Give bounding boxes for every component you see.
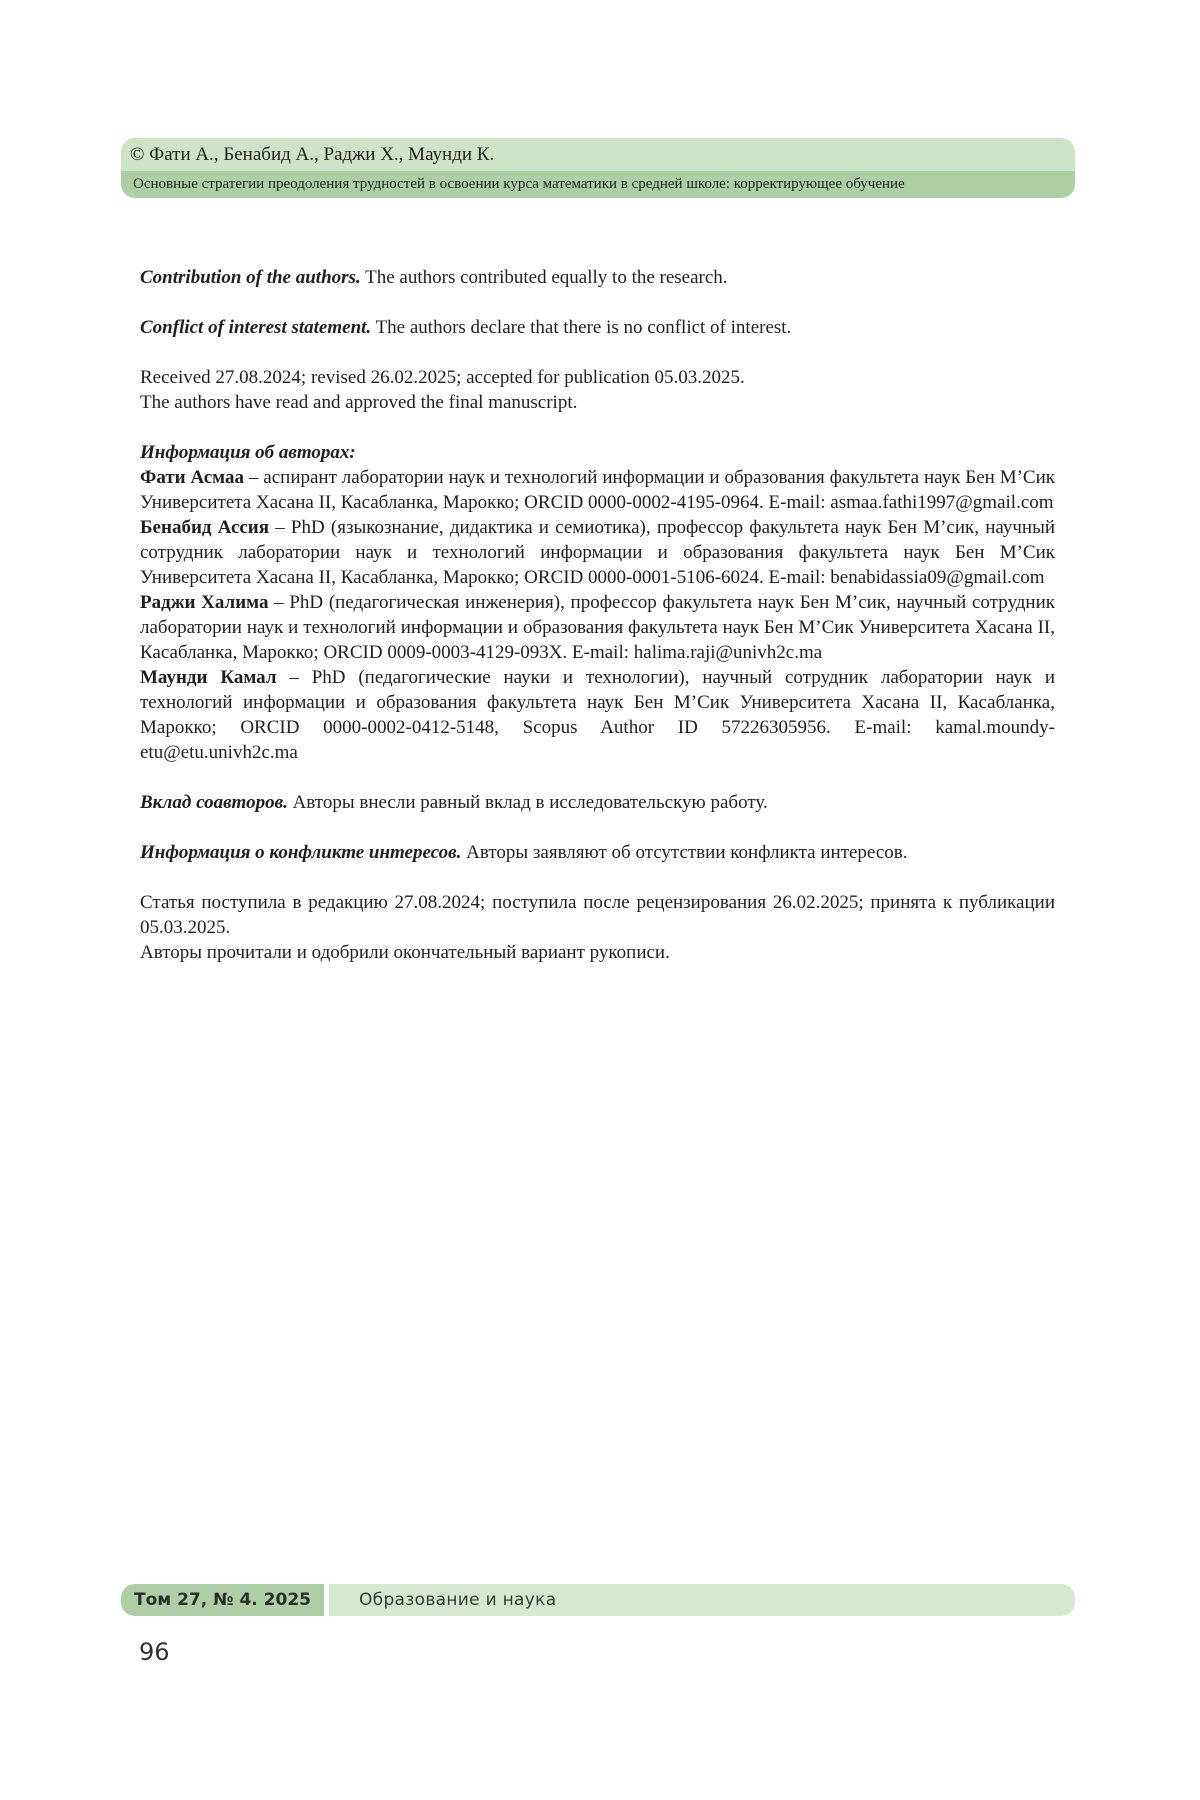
header-article-title: Основные стратегии преодоления трудностей в освоении курса математики в средней школе: корректирующее обучение bbox=[121, 171, 1075, 198]
contribution-statement-ru bbox=[140, 790, 1055, 815]
approval-note-ru: Авторы прочитали и одобрили окончательный вариант рукописи. bbox=[140, 942, 670, 963]
contribution-lead: Contribution of the authors. bbox=[140, 267, 361, 288]
volume-issue-label: Том 27, № 4. 2025 bbox=[121, 1584, 324, 1616]
authors-info-heading: Информация об авторах: bbox=[140, 442, 356, 463]
author-details: – PhD (педагогическая инженерия), профессор факультета наук Бен М’сик, научный сотрудник лаборатории наук и технологий информации и образования факультета наук Бен М’Сик Университета Хасана II, Касабланка, Марокко; ORCID 0009-0003-4129-093X. E-mail: halima.raji@univh2c.ma bbox=[140, 592, 1055, 663]
author-details: – аспирант лаборатории наук и технологий информации и образования факультета наук Бен М’Сик Университета Хасана II, Касабланка, Марокко; ORCID 0000-0002-4195-0964. E-mail: asmaa.fathi1997@gmail.com bbox=[140, 467, 1055, 513]
approval-note-en: The authors have read and approved the final manuscript. bbox=[140, 392, 578, 413]
author-entry bbox=[140, 590, 1055, 665]
footer-bar bbox=[121, 1584, 1075, 1616]
author-entry bbox=[140, 515, 1055, 590]
conflict-text-ru: Авторы заявляют об отсутствии конфликта интересов. bbox=[461, 842, 908, 863]
author-details: – PhD (педагогические науки и технологии), научный сотрудник лаборатории наук и технологий информации и образования факультета наук Бен М’Сик Университета Хасана II, Касабланка, Марокко; ORCID 0000-0002-0412-5148, Scopus Author ID 57226305956. E-mail: kamal.moundy-etu@etu.univh2c.ma bbox=[140, 667, 1055, 763]
header-authors: © Фати А., Бенабид А., Раджи Х., Маунди К. bbox=[121, 138, 1075, 171]
conflict-statement-ru bbox=[140, 840, 1055, 865]
contribution-statement bbox=[140, 265, 1055, 290]
author-entry bbox=[140, 465, 1055, 515]
contribution-text-ru: Авторы внесли равный вклад в исследовательскую работу. bbox=[287, 792, 768, 813]
conflict-statement bbox=[140, 315, 1055, 340]
author-details: – PhD (языкознание, дидактика и семиотика), профессор факультета наук Бен М’сик, научный сотрудник лаборатории наук и технологий информации и образования факультета наук Бен М’Сик Университета Хасана II, Касабланка, Марокко; ORCID 0000-0001-5106-6024. E-mail: benabidassia09@gmail.com bbox=[140, 517, 1056, 588]
article-backmatter bbox=[140, 265, 1055, 965]
author-name: Фати Асмаа bbox=[140, 467, 244, 488]
contribution-lead-ru: Вклад соавторов. bbox=[140, 792, 288, 813]
conflict-lead-ru: Информация о конфликте интересов. bbox=[140, 842, 462, 863]
author-name: Маунди Камал bbox=[140, 667, 277, 688]
author-name: Бенабид Ассия bbox=[140, 517, 270, 538]
contribution-text: The authors contributed equally to the research. bbox=[360, 267, 728, 288]
received-dates-ru: Статья поступила в редакцию 27.08.2024; поступила после рецензирования 26.02.2025; принята к публикации 05.03.2025. bbox=[140, 892, 1055, 938]
running-header bbox=[121, 138, 1075, 198]
page-number: 96 bbox=[139, 1638, 170, 1666]
conflict-text: The authors declare that there is no conflict of interest. bbox=[371, 317, 792, 338]
author-name: Раджи Халима bbox=[140, 592, 269, 613]
conflict-lead: Conflict of interest statement. bbox=[140, 317, 372, 338]
journal-name: Образование и наука bbox=[329, 1584, 1075, 1616]
received-dates-en: Received 27.08.2024; revised 26.02.2025; accepted for publication 05.03.2025. bbox=[140, 367, 745, 388]
author-entry bbox=[140, 665, 1055, 765]
